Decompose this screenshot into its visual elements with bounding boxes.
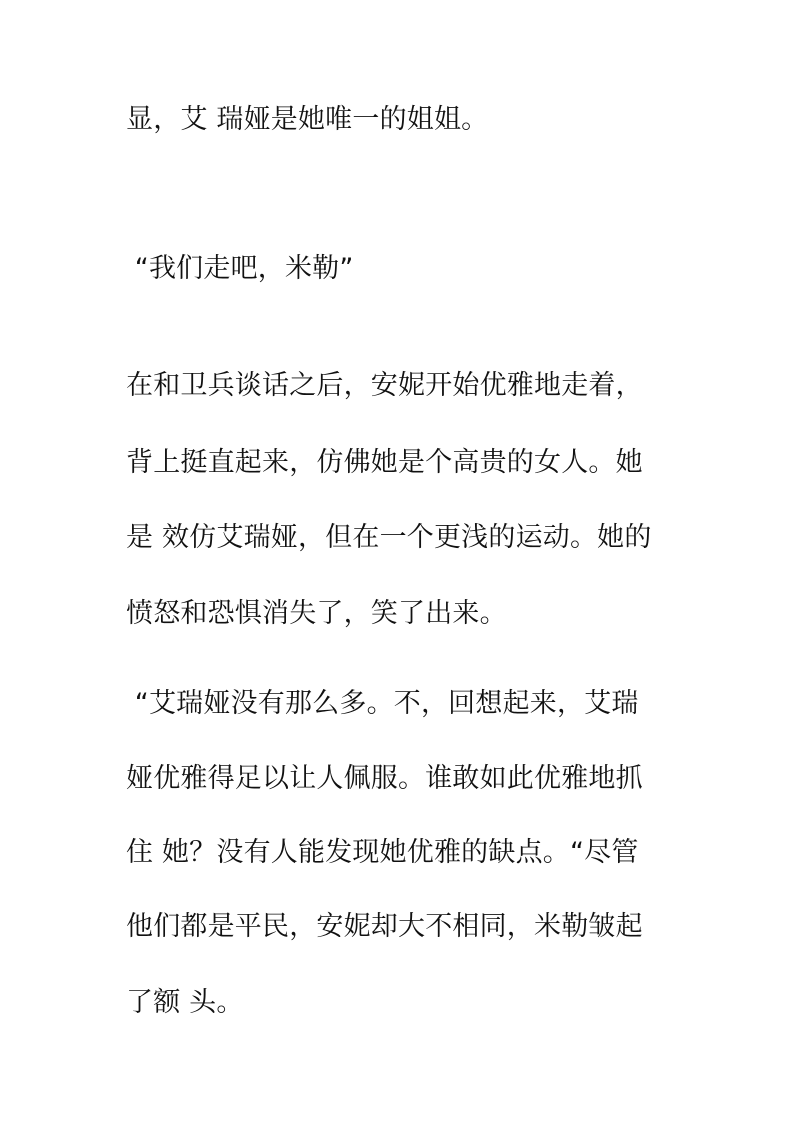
- text-line: 愤怒和恐惧消失了，笑了出来。: [126, 598, 507, 629]
- text-line: 显，艾 瑞娅是她唯一的姐姐。: [126, 104, 489, 135]
- text-line: 了额 头。: [126, 987, 244, 1018]
- text-line: 娅优雅得足以让人佩服。谁敢如此优雅地抓: [126, 763, 643, 794]
- text-line: “艾瑞娅没有那么多。不，回想起来，艾瑞: [126, 688, 639, 719]
- text-line: 背上挺直起来，仿佛她是个高贵的女人。她: [126, 447, 643, 478]
- text-line: 他们都是平民，安妮却大不相同，米勒皱起: [126, 911, 643, 942]
- text-line: 是 效仿艾瑞娅，但在一个更浅的运动。她的: [126, 522, 652, 553]
- text-line: 在和卫兵谈话之后，安妮开始优雅地走着，: [126, 370, 643, 401]
- text-line: 住 她？没有人能发现她优雅的缺点。“尽管: [126, 837, 639, 868]
- text-line: “我们走吧，米勒”: [126, 253, 354, 284]
